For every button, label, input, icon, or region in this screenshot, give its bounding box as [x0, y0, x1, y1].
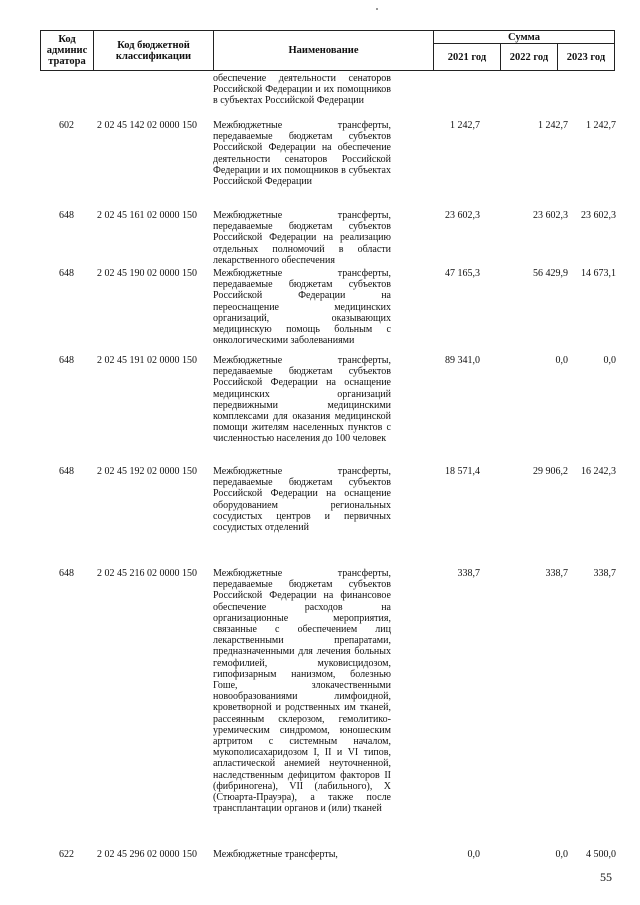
value-2022: 29 906,2: [533, 466, 568, 477]
admin-code: 648: [59, 568, 74, 579]
header-2022: 2022 год: [501, 44, 558, 71]
row-name: Межбюджетные трансферты, передаваемые бюджетам субъектов Российской Федерации на переоснащение медицинских организаций, оказывающих медицинскую помощь больным с онкологическими заболеваниями: [213, 268, 391, 347]
page-number: 55: [600, 870, 612, 884]
kbk-code: 2 02 45 161 02 0000 150: [97, 210, 197, 221]
kbk-code: 2 02 45 190 02 0000 150: [97, 268, 197, 279]
kbk-code: 2 02 45 142 02 0000 150: [97, 120, 197, 131]
value-2023: 16 242,3: [581, 466, 616, 477]
table-header: [40, 30, 615, 71]
value-2021: 338,7: [457, 568, 480, 579]
kbk-code: 2 02 45 191 02 0000 150: [97, 355, 197, 366]
header-kbk: Код бюджетной классификации: [94, 31, 214, 71]
header-name: Наименование: [214, 31, 434, 71]
value-2023: 338,7: [593, 568, 616, 579]
admin-code: 622: [59, 849, 74, 860]
header-admin-code: Код админис тратора: [41, 31, 94, 71]
admin-code: 648: [59, 355, 74, 366]
value-2023: 4 500,0: [586, 849, 616, 860]
row-name: Межбюджетные трансферты, передаваемые бюджетам субъектов Российской Федерации на оснащение оборудованием региональных сосудистых центров и первичных сосудистых отделений: [213, 466, 391, 534]
kbk-code: 2 02 45 192 02 0000 150: [97, 466, 197, 477]
value-2022: 0,0: [555, 849, 568, 860]
admin-code: 648: [59, 210, 74, 221]
row-name: Межбюджетные трансферты, передаваемые бюджетам субъектов Российской Федерации на оснащение медицинских организаций передвижными медицинскими комплексами для оказания медицинской помощи жителям населенных пунктов с численностью населения до 100 человек: [213, 355, 391, 445]
row-name: Межбюджетные трансферты, передаваемые бюджетам субъектов Российской Федерации на реализацию отдельных полномочий в области лекарственного обеспечения: [213, 210, 391, 266]
value-2022: 23 602,3: [533, 210, 568, 221]
scan-speck: [376, 8, 378, 10]
admin-code: 648: [59, 268, 74, 279]
header-2023: 2023 год: [558, 44, 615, 71]
value-2023: 1 242,7: [586, 120, 616, 131]
value-2023: 0,0: [603, 355, 616, 366]
header-2021: 2021 год: [434, 44, 501, 71]
kbk-code: 2 02 45 216 02 0000 150: [97, 568, 197, 579]
value-2021: 89 341,0: [445, 355, 480, 366]
value-2023: 23 602,3: [581, 210, 616, 221]
header-sum: Сумма: [434, 31, 615, 44]
value-2021: 0,0: [467, 849, 480, 860]
admin-code: 602: [59, 120, 74, 131]
continuation-text: обеспечение деятельности сенаторов Российской Федерации и их помощников в субъектах Российской Федерации: [213, 73, 391, 107]
row-name: Межбюджетные трансферты,: [213, 849, 338, 860]
value-2023: 14 673,1: [581, 268, 616, 279]
value-2022: 56 429,9: [533, 268, 568, 279]
row-name: Межбюджетные трансферты, передаваемые бюджетам субъектов Российской Федерации на финансовое обеспечение расходов на организационные мероприятия, связанные с обеспечением лиц лекарственными препаратами, предназначенными для лечения больных гемофилией, муковисцидозом, гипофизарным нанизмом, болезнью Гоше, злокачественными новообразованиями лимфоидной, кроветворной и родственных им тканей, рассеянным склерозом, гемолитико-уремическим синдромом, юношеским артритом с системным началом, мукополисахаридозом I, II и VI типов, апластической анемией неуточненной, наследственным дефицитом факторов II (фибриногена), VII (лабильного), X (Стюарта-Прауэра), а также после трансплантации органов и (или) тканей: [213, 568, 391, 815]
value-2022: 0,0: [555, 355, 568, 366]
row-name: Межбюджетные трансферты, передаваемые бюджетам субъектов Российской Федерации на обеспечение деятельности сенаторов Российской Федерации и их помощников в субъектах Российской Федерации: [213, 120, 391, 188]
value-2022: 338,7: [545, 568, 568, 579]
value-2021: 23 602,3: [445, 210, 480, 221]
kbk-code: 2 02 45 296 02 0000 150: [97, 849, 197, 860]
value-2021: 18 571,4: [445, 466, 480, 477]
value-2021: 1 242,7: [450, 120, 480, 131]
value-2022: 1 242,7: [538, 120, 568, 131]
admin-code: 648: [59, 466, 74, 477]
value-2021: 47 165,3: [445, 268, 480, 279]
